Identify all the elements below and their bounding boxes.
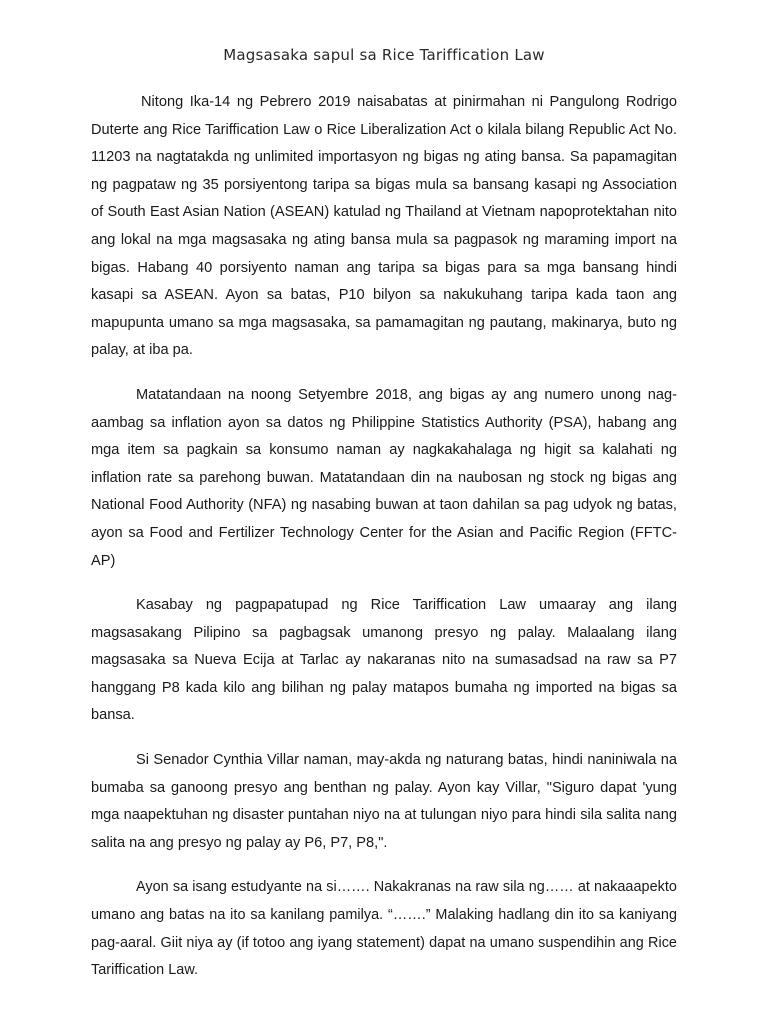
paragraph-senator-villar: Si Senador Cynthia Villar naman, may-akda ng naturang batas, hindi naniniwala na bumaba sa ganoong presyo ang benthan ng palay. Ayon kay Villar, "Siguro dapat 'yung mga naapektuhan ng disaster puntahan niyo na at tulungan niyo para hindi sila salita nang salita na ang presyo ng palay ay P6, P7, P8,". xyxy=(91,752,677,851)
paragraph-rice-tariffication-law-intro: Nitong Ika-14 ng Pebrero 2019 naisabatas at pinirmahan ni Pangulong Rodrigo Duterte ang Rice Tariffication Law o Rice Liberalization Act o kilala bilang Republic Act No. 11203 na nagtatakda ng unlimited importasyon ng bigas ng ating bansa. Sa papamagitan ng pagpataw ng 35 porsiyentong taripa sa bigas mula sa bansang kasapi ng Association of South East Asian Nation (ASEAN) katulad ng Thailand at Vietnam napoprotektahan nito ang lokal na mga magsasaka ng ating bansa mula sa pagpasok ng maraming import na bigas. Habang 40 porsiyento naman ang taripa sa bigas para sa mga bansang hindi kasapi sa ASEAN. Ayon sa batas, P10 bilyon sa nakukuhang taripa kada taon ang mapupunta umano sa mga magsasaka, sa pamamagitan ng pautang, makinarya, buto ng palay, at iba pa. xyxy=(91,94,677,359)
paragraph-palay-price-drop: Kasabay ng pagpapatupad ng Rice Tariffication Law umaaray ang ilang magsasakang Pilipino sa pagbagsak umanong presyo ng palay. Malaalang ilang magsasaka sa Nueva Ecija at Tarlac ay nakaranas nito na sumasadsad na raw sa P7 hanggang P8 kada kilo ang bilihan ng palay matapos bumaha ng imported na bigas sa bansa. xyxy=(91,597,677,724)
document-body xyxy=(91,89,677,1002)
paragraph-inflation-september-2018: Matatandaan na noong Setyembre 2018, ang bigas ay ang numero unong nag-aambag sa inflation ayon sa datos ng Philippine Statistics Authority (PSA), habang ang mga item sa pagkain sa konsumo naman ay nagkakahalaga ng higit sa kalahati ng inflation rate sa parehong buwan. Matatandaan din na naubosan ng stock ng bigas ang National Food Authority (NFA) ng nasabing buwan at taon dahilan sa pag udyok ng batas, ayon sa Food and Fertilizer Technology Center for the Asian and Pacific Region (FFTC-AP) xyxy=(91,386,677,569)
document-title: Magsasaka sapul sa Rice Tariffication Law xyxy=(223,46,545,64)
paragraph-student-account: Ayon sa isang estudyante na si……. Nakakranas na raw sila ng…… at nakaaapekto umano ang batas na ito sa kanilang pamilya. “…….” Malaking hadlang din ito sa kaniyang pag-aaral. Giit niya ay (if totoo ang iyang statement) dapat na umano suspendihin ang Rice Tariffication Law. xyxy=(91,879,677,979)
